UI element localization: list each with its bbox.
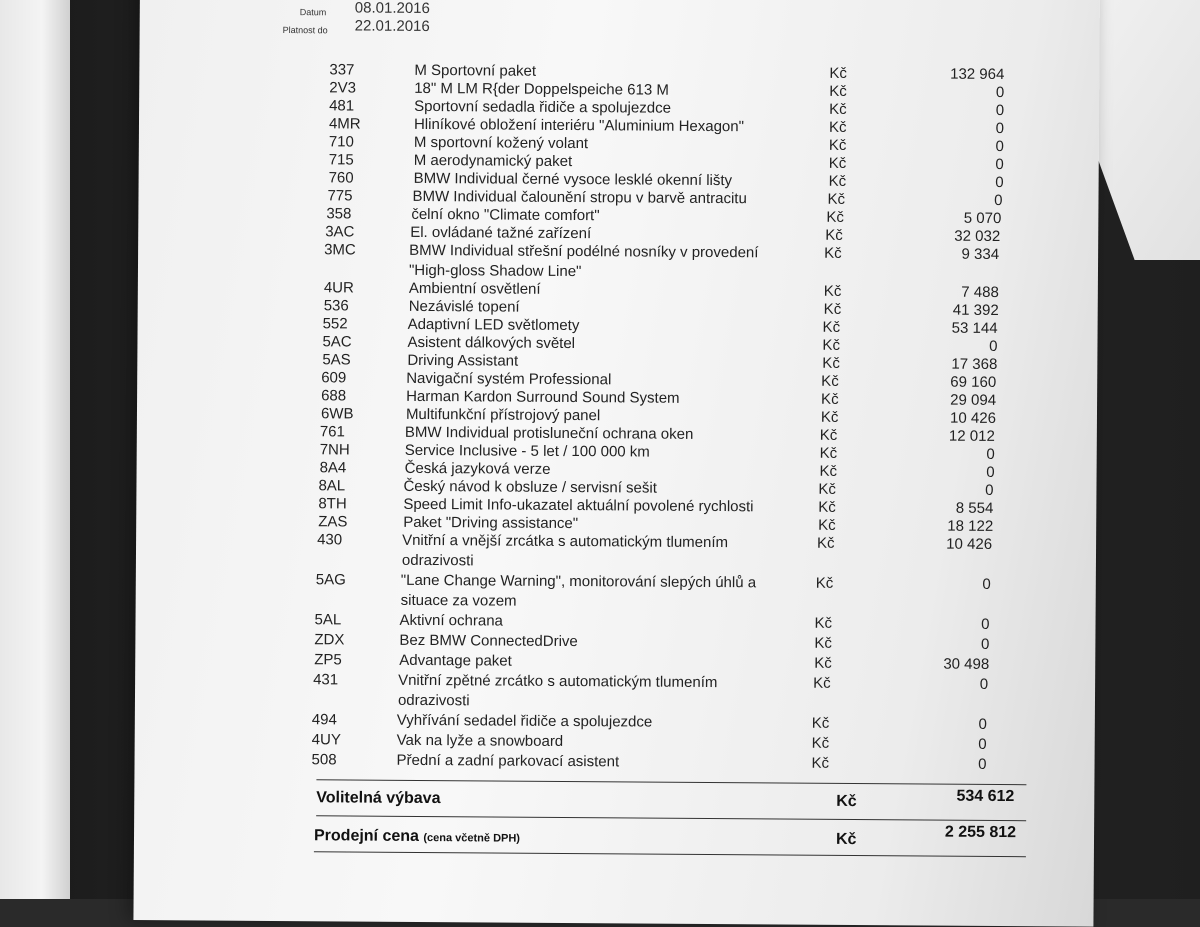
underlying-paper-left	[0, 0, 70, 899]
item-description: Ambientní osvětlení	[408, 279, 541, 298]
item-description: Navigační systém Professional	[406, 369, 612, 389]
item-price: 0	[978, 715, 987, 733]
item-price: 0	[982, 575, 991, 593]
item-code: 337	[329, 61, 355, 79]
item-price: 9 334	[961, 245, 1000, 264]
item-price: 12 012	[948, 427, 995, 445]
datum-value: 08.01.2016	[354, 0, 430, 18]
item-price: 10 426	[950, 409, 997, 427]
item-description: BMW Individual čalounění stropu v barvě antracitu	[412, 187, 747, 208]
item-description: M sportovní kožený volant	[413, 133, 589, 153]
item-price: 41 392	[952, 301, 999, 320]
item-price: 0	[995, 83, 1005, 102]
optional-equipment-total: 534 612	[956, 787, 1015, 806]
item-description: M aerodynamický paket	[413, 151, 573, 171]
item-description: Hliníkové obložení interiéru "Aluminium Hexagon"	[413, 115, 745, 136]
item-description: Speed Limit Info-ukazatel aktuální povolené rychlosti	[403, 495, 754, 516]
item-code: ZAS	[318, 513, 348, 531]
optional-equipment-currency: Kč	[836, 792, 857, 811]
item-currency: Kč	[818, 498, 836, 516]
item-price: 132 964	[950, 65, 1005, 84]
divider-line	[316, 815, 1026, 821]
item-code: ZDX	[314, 631, 345, 649]
item-currency: Kč	[826, 208, 844, 226]
sale-price-currency: Kč	[835, 830, 857, 849]
item-price: 0	[978, 755, 987, 773]
item-code: 481	[329, 97, 355, 115]
item-code: 552	[322, 315, 348, 333]
item-code: 5AL	[314, 611, 342, 629]
item-price: 30 498	[943, 655, 990, 673]
item-price: 0	[995, 173, 1004, 192]
sale-price-total: 2 255 812	[944, 823, 1017, 842]
item-code: 715	[328, 151, 354, 169]
item-description: Vnitřní zpětné zrcátko s automatickým tlumením	[398, 671, 718, 692]
item-price: 0	[995, 119, 1005, 138]
divider-line	[316, 779, 1026, 785]
item-code: 710	[328, 133, 354, 151]
item-currency: Kč	[828, 154, 847, 172]
item-currency: Kč	[825, 226, 843, 244]
item-code: 688	[321, 387, 347, 405]
item-description: Vnitřní a vnější zrcátka s automatickým tlumením	[402, 531, 729, 552]
item-description: čelní okno "Climate comfort"	[411, 205, 600, 225]
item-description: "Lane Change Warning", monitorování slepých úhlů a	[400, 571, 757, 592]
item-code: 5AG	[315, 571, 346, 589]
item-currency: Kč	[823, 300, 842, 318]
item-code: 8AL	[318, 477, 346, 495]
item-price: 0	[995, 101, 1005, 120]
item-code: 609	[321, 369, 347, 387]
item-code: 8A4	[319, 459, 347, 477]
item-currency: Kč	[822, 336, 841, 354]
item-description: Český návod k obsluze / servisní sešit	[403, 477, 657, 497]
item-description: Advantage paket	[399, 651, 512, 670]
item-price: 0	[989, 337, 998, 355]
item-code: 536	[323, 297, 349, 315]
item-currency: Kč	[821, 390, 839, 408]
price-list-document	[133, 0, 1100, 927]
item-currency: Kč	[811, 714, 830, 732]
item-price: 0	[986, 463, 995, 481]
item-description: Vak na lyže a snowboard	[396, 731, 564, 750]
item-price: 0	[978, 735, 987, 753]
item-price: 0	[979, 675, 989, 693]
item-currency: Kč	[823, 282, 842, 300]
item-description: 18" M LM R{der Doppelspeiche 613 M	[414, 79, 669, 99]
platnost-label: Platnost do	[282, 24, 328, 36]
item-currency: Kč	[814, 634, 832, 652]
item-price: 10 426	[946, 535, 993, 553]
item-currency: Kč	[819, 444, 838, 462]
item-code: 3AC	[325, 223, 355, 241]
item-description: M Sportovní paket	[414, 61, 537, 80]
item-description: Nezávislé topení	[408, 297, 520, 316]
item-currency: Kč	[828, 172, 847, 190]
item-code: 508	[311, 751, 337, 769]
item-currency: Kč	[829, 64, 847, 82]
optional-equipment-label: Volitelná výbava	[316, 789, 441, 808]
item-code: 494	[311, 711, 337, 729]
item-price: 0	[980, 635, 990, 653]
item-price: 0	[994, 191, 1003, 210]
item-price: 0	[981, 615, 990, 633]
item-description: Přední a zadní parkovací asistent	[396, 751, 620, 771]
item-price: 0	[995, 137, 1004, 156]
item-price: 53 144	[951, 319, 998, 337]
item-description: El. ovládané tažné zařízení	[410, 223, 592, 243]
item-code: 4UY	[311, 731, 341, 749]
item-currency: Kč	[819, 462, 838, 480]
item-description-continued: odrazivosti	[401, 551, 474, 570]
divider-line	[314, 851, 1026, 857]
item-currency: Kč	[820, 408, 839, 426]
sale-price-note: (cena včetně DPH)	[423, 831, 521, 845]
platnost-value: 22.01.2016	[354, 17, 430, 36]
item-description: Sportovní sedadla řidiče a spolujezdce	[414, 97, 672, 117]
item-currency: Kč	[818, 480, 837, 498]
item-code: 761	[319, 423, 345, 441]
item-description: Česká jazyková verze	[404, 459, 551, 478]
item-code: 5AS	[322, 351, 351, 369]
item-description-continued: odrazivosti	[397, 691, 470, 710]
item-description: BMW Individual černé vysoce lesklé okenní lišty	[413, 169, 733, 190]
item-description: Asistent dálkových světel	[407, 333, 576, 353]
item-description: BMW Individual střešní podélné nosníky v provedení	[409, 241, 759, 262]
item-currency: Kč	[822, 354, 840, 372]
datum-label: Datum	[299, 7, 327, 18]
item-currency: Kč	[818, 516, 836, 534]
item-description: Aktivní ochrana	[399, 611, 503, 630]
item-description: BMW Individual protisluneční ochrana oken	[404, 423, 694, 443]
item-code: 2V3	[329, 79, 357, 97]
item-currency: Kč	[814, 614, 833, 632]
item-price: 7 488	[961, 283, 999, 302]
item-code: 760	[328, 169, 354, 187]
item-currency: Kč	[815, 574, 834, 592]
item-code: 3MC	[324, 241, 356, 259]
item-code: 5AC	[322, 333, 352, 351]
item-description-continued: situace za vozem	[400, 591, 517, 610]
item-description: Bez BMW ConnectedDrive	[399, 631, 578, 651]
item-currency: Kč	[828, 136, 847, 154]
item-code: 358	[326, 205, 352, 223]
item-description: Driving Assistant	[407, 351, 519, 370]
sale-price-label-text: Prodejní cena	[313, 827, 420, 845]
item-code: 7NH	[319, 441, 350, 459]
item-code: 4UR	[323, 279, 354, 297]
item-currency: Kč	[811, 754, 830, 772]
item-currency: Kč	[824, 244, 842, 262]
item-description: Adaptivní LED světlomety	[407, 315, 580, 335]
item-currency: Kč	[811, 734, 830, 752]
item-code: 775	[327, 187, 353, 205]
sale-price-label	[314, 827, 520, 846]
item-price: 8 554	[955, 499, 994, 517]
item-currency: Kč	[828, 118, 847, 136]
item-price: 17 368	[951, 355, 998, 373]
item-description: Service Inclusive - 5 let / 100 000 km	[404, 441, 650, 461]
item-currency: Kč	[829, 100, 847, 118]
item-code: 8TH	[318, 495, 347, 513]
item-price: 32 032	[954, 227, 1001, 246]
item-currency: Kč	[829, 82, 847, 100]
item-description: Vyhřívání sedadel řidiče a spolujezdce	[396, 711, 653, 731]
item-code: 6WB	[320, 405, 354, 423]
item-currency: Kč	[817, 534, 835, 552]
item-currency: Kč	[822, 318, 841, 336]
item-description: Paket "Driving assistance"	[403, 513, 579, 533]
item-price: 69 160	[950, 373, 997, 391]
item-description-continued: "High-gloss Shadow Line"	[408, 261, 582, 281]
item-code: 431	[313, 671, 339, 689]
table-row	[126, 570, 1086, 610]
item-price: 0	[986, 445, 995, 463]
item-price: 5 070	[963, 209, 1002, 228]
item-price: 29 094	[950, 391, 997, 409]
item-currency: Kč	[821, 372, 839, 390]
item-price: 0	[995, 155, 1004, 174]
item-code: ZP5	[314, 651, 342, 669]
item-currency: Kč	[827, 190, 846, 208]
item-currency: Kč	[814, 654, 832, 672]
item-currency: Kč	[813, 674, 831, 692]
item-code: 430	[317, 531, 343, 549]
item-price: 0	[985, 481, 994, 499]
item-description: Multifunkční přístrojový panel	[405, 405, 601, 425]
item-code: 4MR	[328, 115, 361, 133]
item-price: 18 122	[947, 517, 994, 535]
item-description: Harman Kardon Surround Sound System	[406, 387, 680, 407]
item-currency: Kč	[819, 426, 838, 444]
